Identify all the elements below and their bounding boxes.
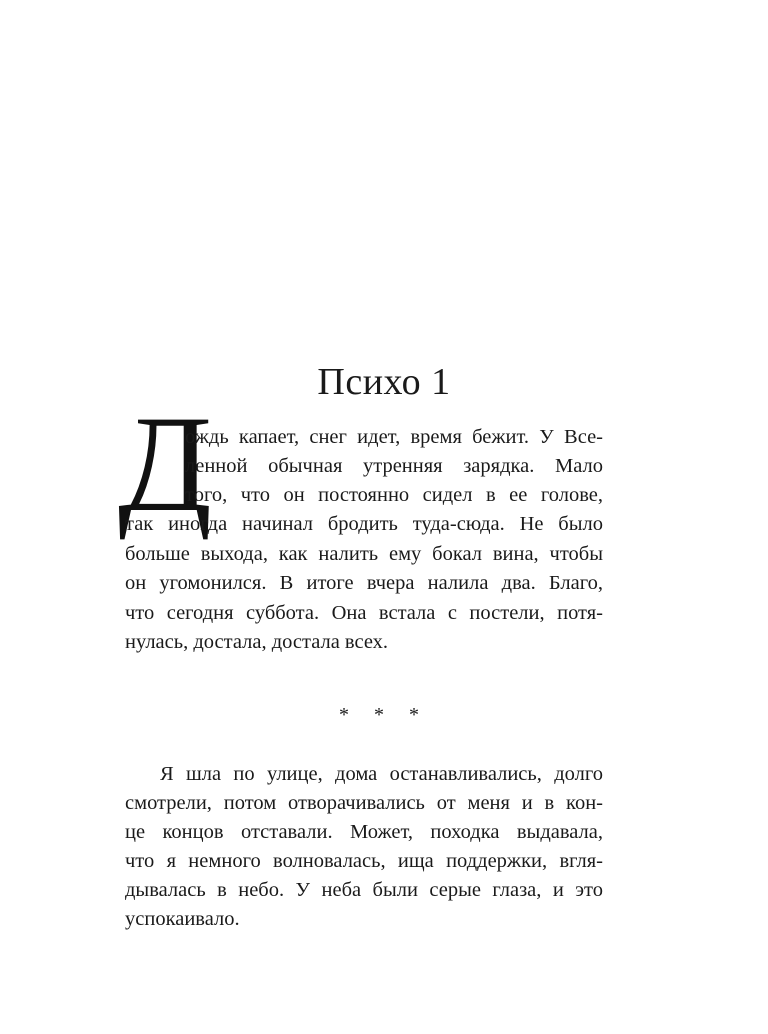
drop-cap-letter: Д: [118, 387, 213, 540]
chapter-title: Психо 1: [317, 361, 451, 403]
paragraph-line: успокаивало.: [125, 908, 240, 930]
paragraph-line: он угомонился. В итоге вчера налила два. Благо,: [125, 572, 603, 594]
paragraph-line: что сегодня суббота. Она встала с постели, потя-: [125, 602, 603, 624]
paragraph-line: ождь капает, снег идет, время бежит. У Все-: [185, 426, 603, 448]
paragraph-line: смотрели, потом отворачивались от меня и в кон-: [125, 792, 603, 814]
paragraph-line: что я немного волновалась, ища поддержки, вгля-: [125, 850, 603, 872]
paragraph-line: так иногда начинал бродить туда-сюда. Не было: [125, 513, 603, 535]
paragraph-line: це концов отставали. Может, походка выдавала,: [125, 821, 603, 843]
paragraph-line: ленной обычная утренняя зарядка. Мало: [185, 455, 603, 477]
paragraph-line: Я шла по улице, дома останавливались, долго: [160, 763, 603, 785]
paragraph-line: больше выхода, как налить ему бокал вина, чтобы: [125, 543, 603, 565]
paragraph-line: того, что он постоянно сидел в ее голове,: [185, 484, 603, 506]
paragraph-line: дывалась в небо. У неба были серые глаза, и это: [125, 879, 603, 901]
paragraph-line: нулась, достала, достала всех.: [125, 631, 389, 653]
section-separator: * * *: [339, 704, 429, 726]
